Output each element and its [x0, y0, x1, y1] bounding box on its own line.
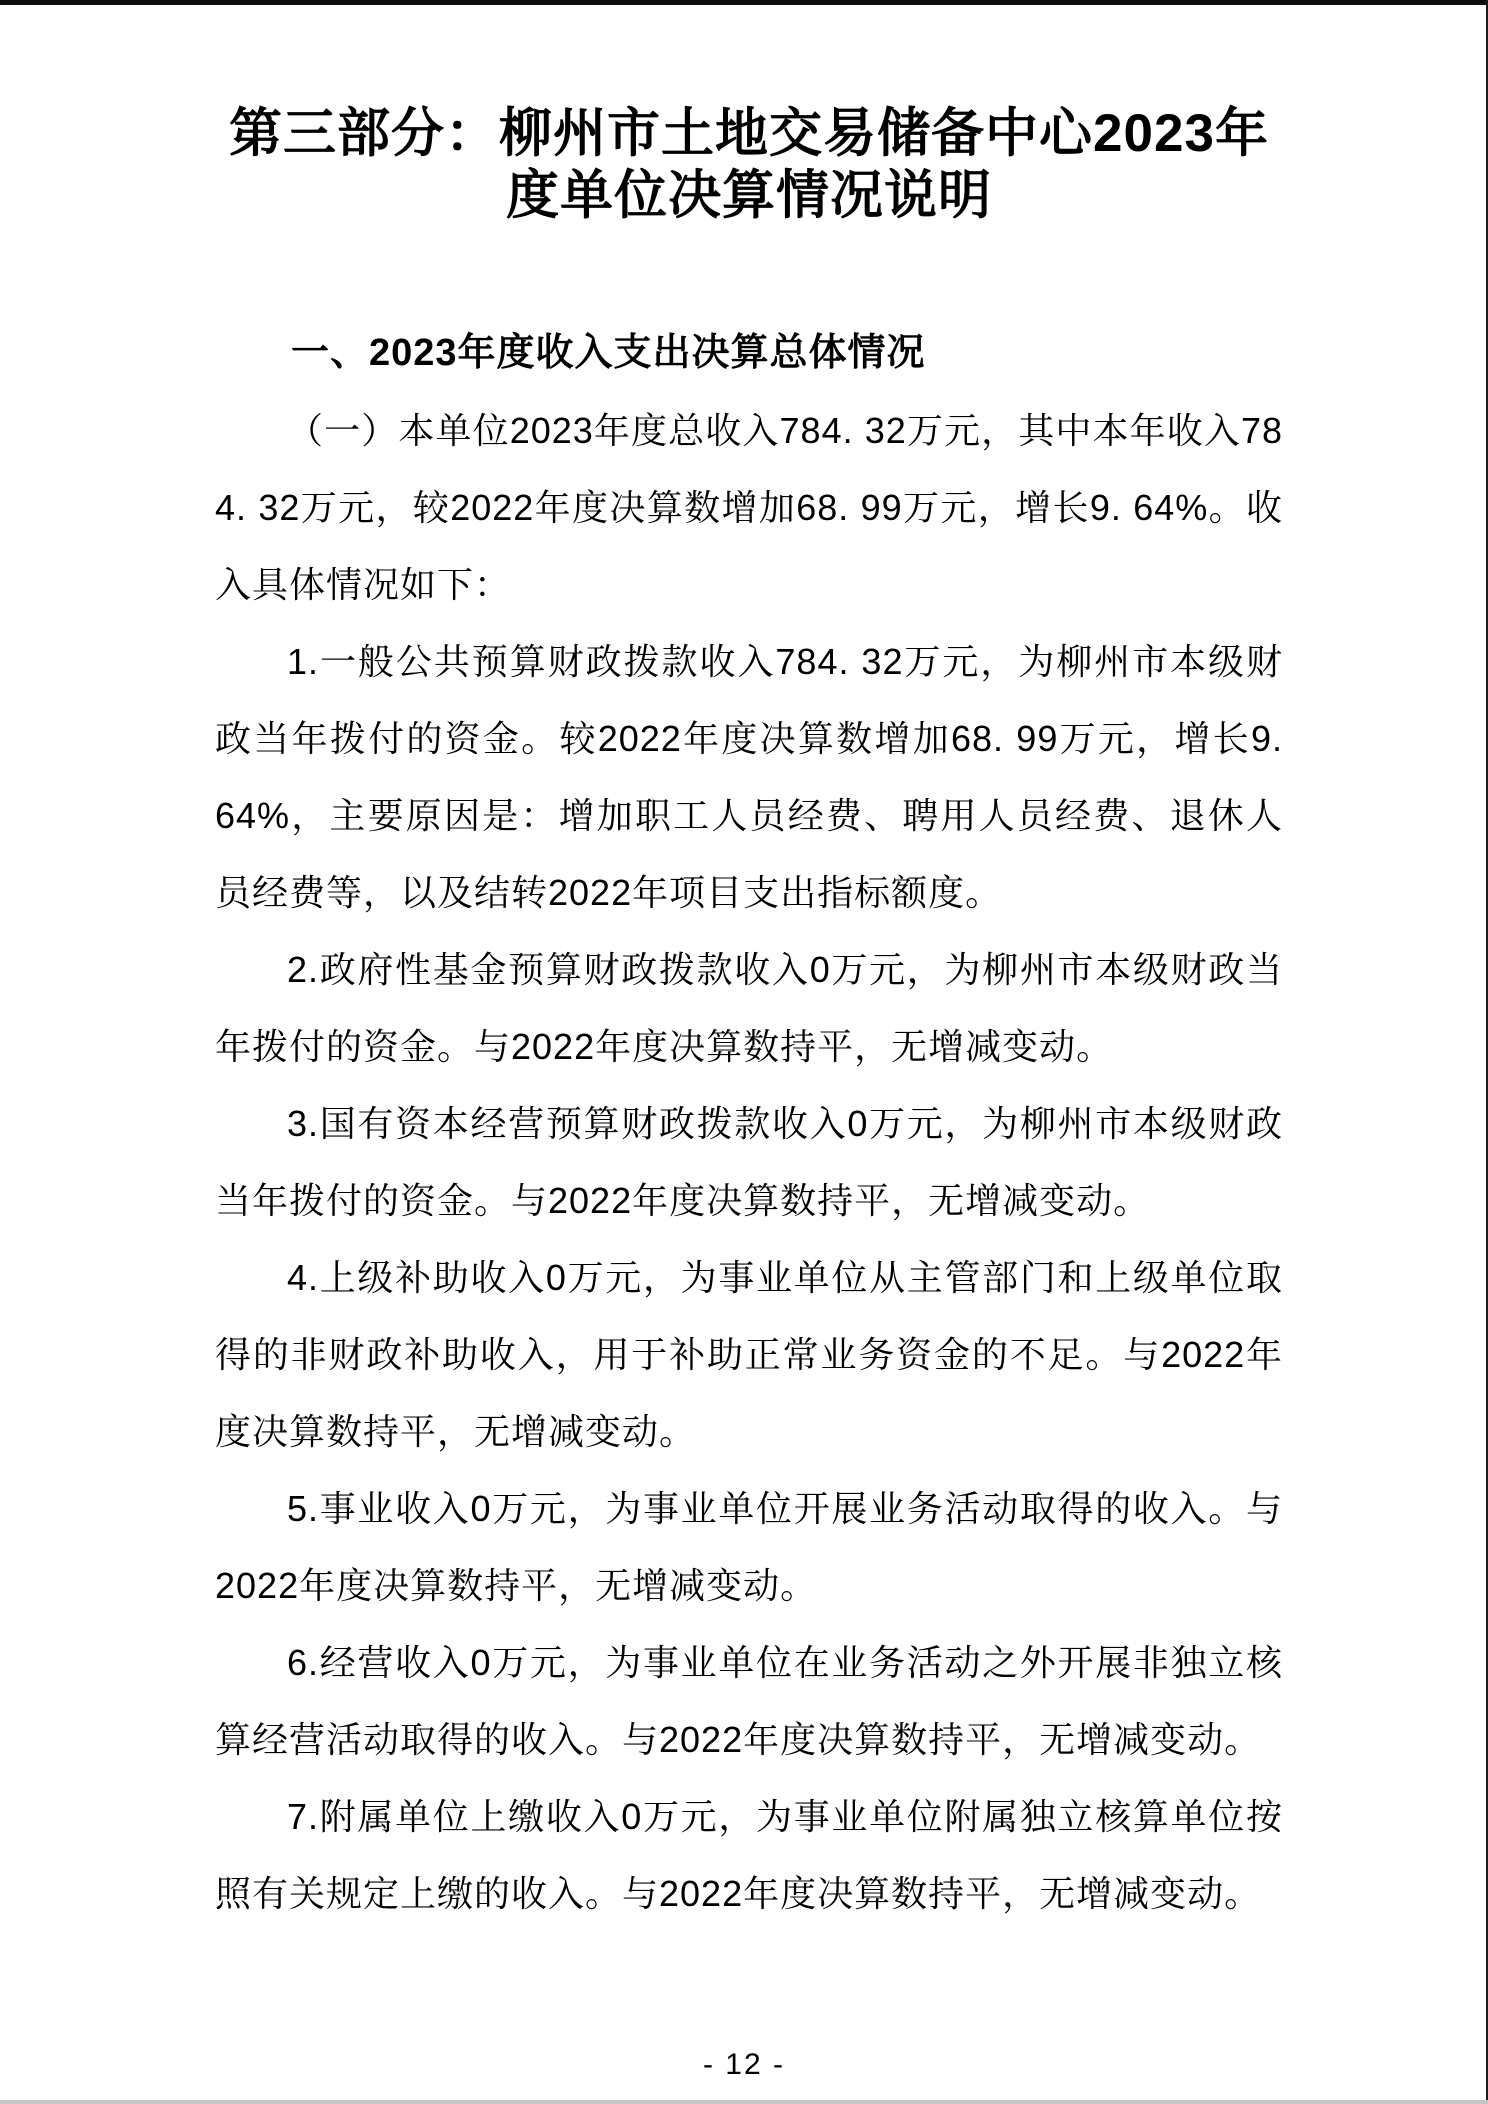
- paragraph-item-4: 4.上级补助收入0万元，为事业单位从主管部门和上级单位取得的非财政补助收入，用于补助正常业务资金的不足。与2022年度决算数持平，无增减变动。: [215, 1257, 1283, 1452]
- paragraph-overview: （一）本单位2023年度总收入784. 32万元，其中本年收入784. 32万元，较2022年度决算数增加68. 99万元，增长9. 64%。收入具体情况如下：: [215, 410, 1283, 605]
- paragraph-item-6: 6.经营收入0万元，为事业单位在业务活动之外开展非独立核算经营活动取得的收入。与2022年度决算数持平，无增减变动。: [215, 1642, 1283, 1760]
- section-heading: 一、2023年度收入支出决算总体情况: [291, 332, 926, 374]
- paragraph-item-2: 2.政府性基金预算财政拨款收入0万元，为柳州市本级财政当年拨付的资金。与2022年度决算数持平，无增减变动。: [215, 949, 1283, 1067]
- paragraph-item-1: 1.一般公共预算财政拨款收入784. 32万元，为柳州市本级财政当年拨付的资金。较2022年度决算数增加68. 99万元，增长9. 64%，主要原因是：增加职工人员经费、聘用人员经费、退休人员经费等，以及结转2022年项目支出指标额度。: [215, 641, 1283, 913]
- paragraph-item-5: 5.事业收入0万元，为事业单位开展业务活动取得的收入。与2022年度决算数持平，无增减变动。: [215, 1488, 1283, 1606]
- paragraph-item-3: 3.国有资本经营预算财政拨款收入0万元，为柳州市本级财政当年拨付的资金。与2022年度决算数持平，无增减变动。: [215, 1103, 1283, 1221]
- scan-edge-bottom: [0, 2100, 1488, 2104]
- page-number: - 12 -: [702, 2048, 786, 2081]
- paragraph-item-7: 7.附属单位上缴收入0万元，为事业单位附属独立核算单位按照有关规定上缴的收入。与2022年度决算数持平，无增减变动。: [215, 1796, 1283, 1914]
- document-body: [215, 392, 1283, 1932]
- document-title-line-1: 第三部分：柳州市土地交易储备中心2023年: [229, 104, 1269, 163]
- document-title: [215, 103, 1283, 227]
- document-content: [215, 0, 1283, 1932]
- document-title-line-2: 度单位决算情况说明: [506, 166, 992, 225]
